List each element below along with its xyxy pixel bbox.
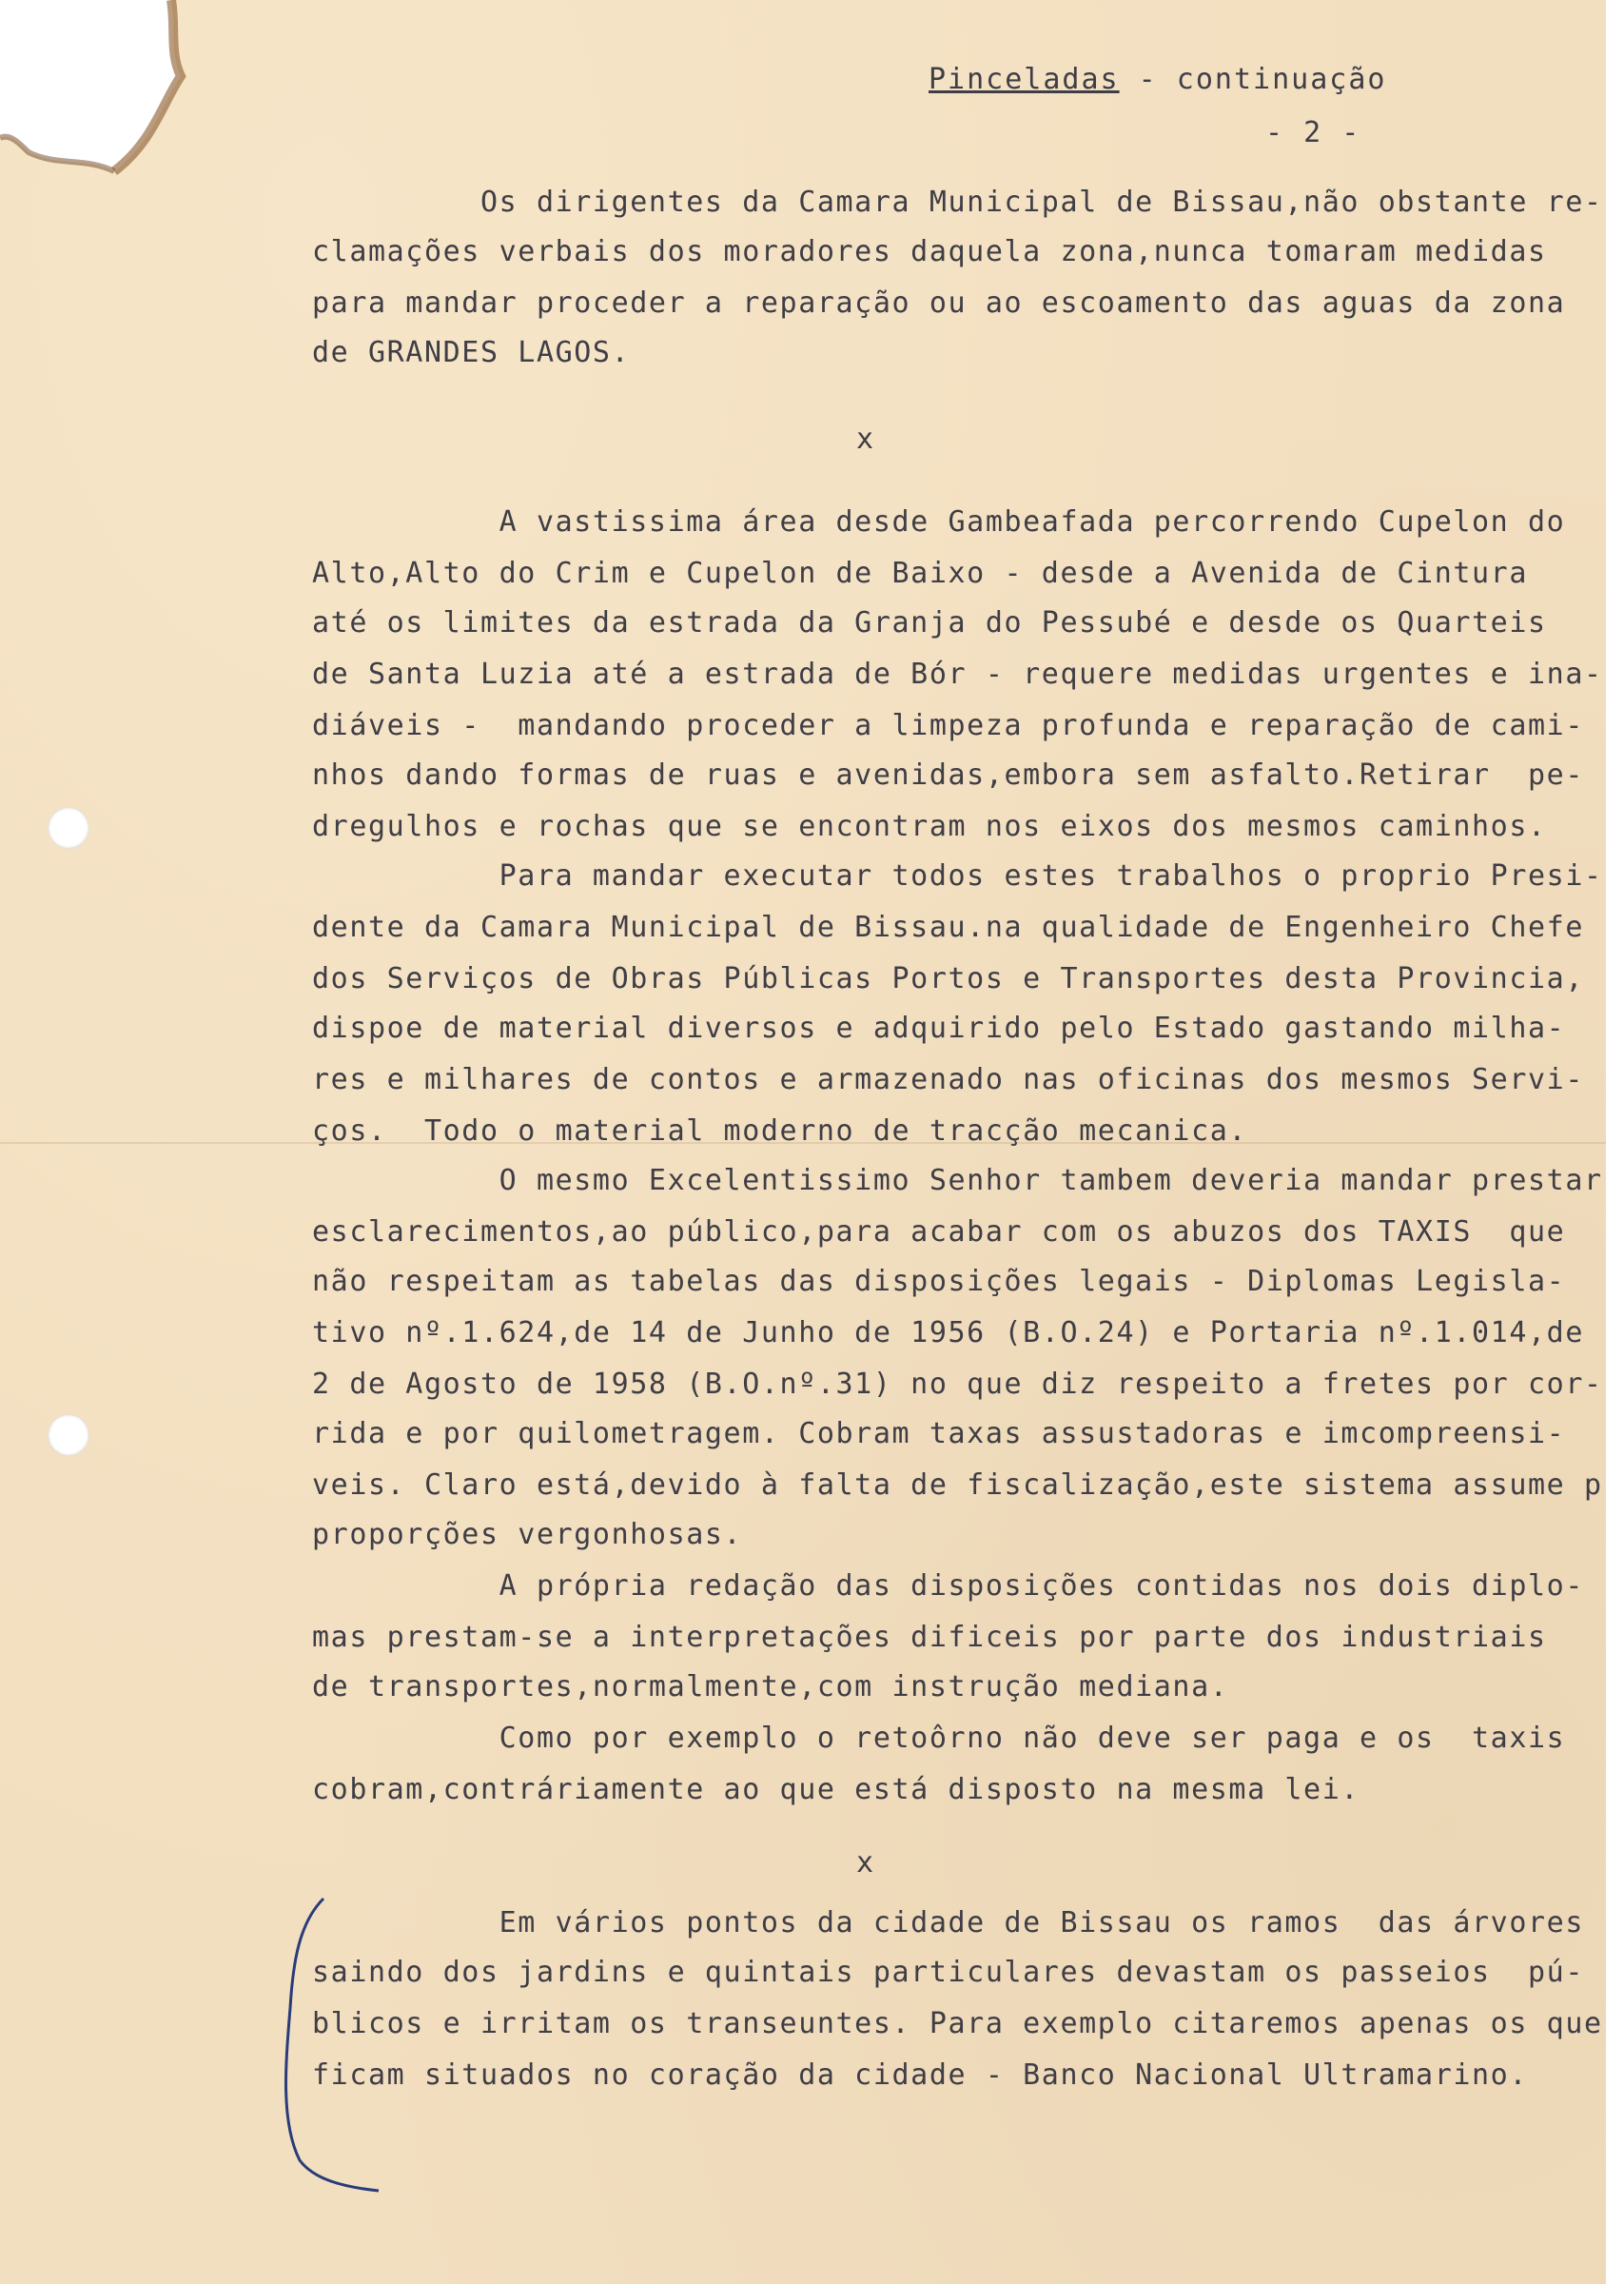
text-line: Para mandar executar todos estes trabalhos o proprio Presi- (312, 859, 1603, 893)
text-line: de transportes,normalmente,com instrução mediana. (312, 1670, 1229, 1703)
text-line: saindo dos jardins e quintais particulares devastam os passeios pú- (312, 1956, 1584, 1989)
text-line: Como por exemplo o retoôrno não deve ser paga e os taxis (312, 1722, 1566, 1755)
header-suffix: - continuação (1119, 63, 1387, 96)
text-line: ços. Todo o material moderno de tracção mecanica. (312, 1114, 1248, 1148)
text-line: de GRANDES LAGOS. (312, 336, 631, 369)
text-line: dente da Camara Municipal de Bissau.na qualidade de Engenheiro Chefe (312, 911, 1584, 944)
text-line: clamações verbais dos moradores daquela zona,nunca tomaram medidas (312, 235, 1547, 268)
header-title: Pinceladas (929, 63, 1120, 96)
text-line: O mesmo Excelentissimo Senhor tambem deveria mandar prestar (312, 1164, 1603, 1197)
text-line: nhos dando formas de ruas e avenidas,embora sem asfalto.Retirar pe- (312, 758, 1584, 792)
page-header (929, 63, 1387, 96)
text-line: proporções vergonhosas. (312, 1518, 743, 1551)
handwritten-margin-bracket (266, 1894, 381, 2198)
section-separator: x (856, 1846, 874, 1880)
text-line: Alto,Alto do Crim e Cupelon de Baixo - desde a Avenida de Cintura (312, 557, 1528, 590)
text-line: esclarecimentos,ao público,para acabar com os abuzos dos TAXIS que (312, 1215, 1566, 1249)
text-line: 2 de Agosto de 1958 (B.O.nº.31) no que diz respeito a fretes por cor- (312, 1368, 1603, 1401)
text-line: rida e por quilometragem. Cobram taxas assustadoras e imcompreensi- (312, 1417, 1566, 1450)
text-line: de Santa Luzia até a estrada de Bór - requere medidas urgentes e ina- (312, 658, 1603, 691)
text-line: Os dirigentes da Camara Municipal de Bissau,não obstante re- (312, 186, 1603, 219)
punch-hole (48, 1414, 89, 1456)
text-line: dregulhos e rochas que se encontram nos eixos dos mesmos caminhos. (312, 810, 1547, 843)
text-line: não respeitam as tabelas das disposições legais - Diplomas Legisla- (312, 1265, 1566, 1298)
punch-hole (48, 807, 89, 849)
text-line: tivo nº.1.624,de 14 de Junho de 1956 (B.O.24) e Portaria nº.1.014,de (312, 1316, 1584, 1349)
text-line: até os limites da estrada da Granja do Pessubé e desde os Quarteis (312, 606, 1547, 640)
text-line: veis. Claro está,devido à falta de fiscalização,este sistema assume p (312, 1468, 1603, 1502)
text-line: A vastissima área desde Gambeafada percorrendo Cupelon do (312, 505, 1566, 539)
text-line: A própria redação das disposições contidas nos dois diplo- (312, 1569, 1584, 1603)
text-line: res e milhares de contos e armazenado nas oficinas dos mesmos Servi- (312, 1063, 1584, 1096)
text-line: dos Serviços de Obras Públicas Portos e Transportes desta Provincia, (312, 962, 1584, 995)
text-line: blicos e irritam os transeuntes. Para exemplo citaremos apenas os que (312, 2007, 1603, 2040)
text-line: ficam situados no coração da cidade - Banco Nacional Ultramarino. (312, 2058, 1528, 2092)
burn-mark (0, 0, 190, 190)
section-separator: x (856, 423, 874, 456)
text-line: cobram,contráriamente ao que está disposto na mesma lei. (312, 1773, 1360, 1806)
text-line: Em vários pontos da cidade de Bissau os ramos das árvores (312, 1906, 1584, 1939)
text-line: diáveis - mandando proceder a limpeza profunda e reparação de cami- (312, 709, 1584, 742)
text-line: para mandar proceder a reparação ou ao escoamento das aguas da zona (312, 286, 1566, 320)
text-line: dispoe de material diversos e adquirido pelo Estado gastando milha- (312, 1012, 1566, 1045)
text-line: mas prestam-se a interpretações dificeis por parte dos industriais (312, 1621, 1547, 1654)
page-number: - 2 - (1265, 116, 1361, 149)
